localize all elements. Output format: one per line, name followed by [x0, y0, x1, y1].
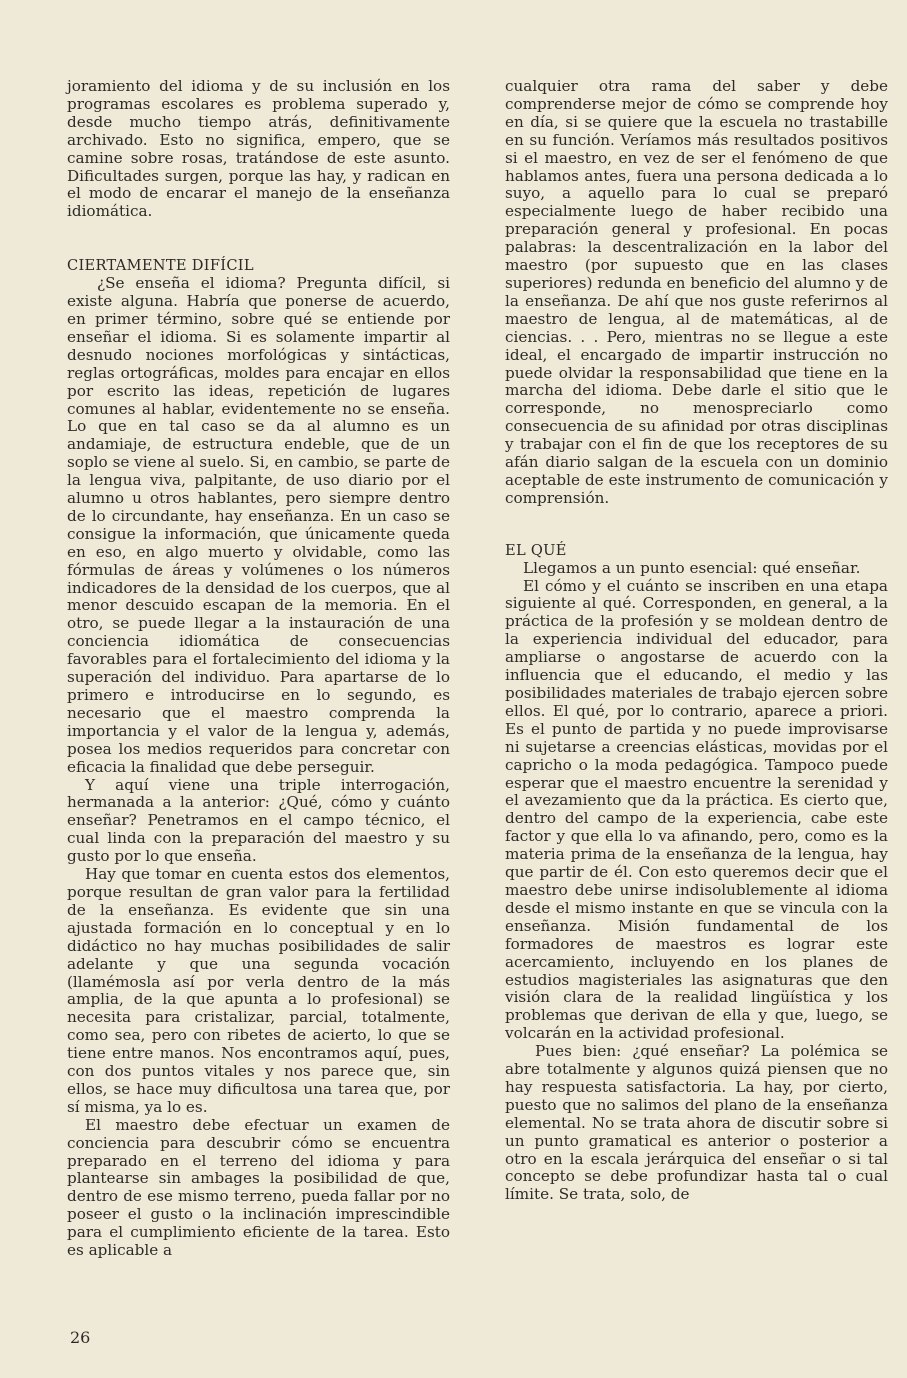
paragraph: ¿Se enseña el idioma? Pregunta difícil, si existe alguna. Habría que ponerse de acuerdo, en primer término, sobre qué se entiende por enseñar el idioma. Si es solamente impartir al desnudo nociones morfológicas y sintácticas, reglas ortográficas, moldes para encajar en ellos por escrito las ideas, repetición de lugares comunes al hablar, evidentemente no se enseña. Lo que en tal caso se da al alumno es un andamiaje, de estructura endeble, que de un soplo se viene al suelo. Si, en cambio, se parte de la lengua viva, palpitante, de uso diario por el alumno u otros hablantes, pero siempre dentro de lo circundante, hay enseñanza. En un caso se consigue la información, que únicamente queda en eso, en algo muerto y olvidable, como las fórmulas de áreas y volúmenes o los números indicadores de la densidad de los cuerpos, que al menor descuido escapan de la memoria. En el otro, se puede llegar a la instauración de una conciencia idiomática de consecuencias favorables para el fortalecimiento del idioma y la superación del individuo. Para apartarse de lo primero e introducirse en lo segundo, es necesario que el maestro comprenda la importancia y el valor de la lengua y, además, posea los medios requeridos para concretar con eficacia la finalidad que debe perseguir.	[67, 274, 450, 776]
paragraph: Y aquí viene una triple interrogación, hermanada a la anterior: ¿Qué, cómo y cuánto enseñar? Penetramos en el campo técnico, el cual linda con la preparación del maestro y su gusto por lo que enseña.	[67, 775, 450, 866]
section-heading-ciertamente-dificil: CIERTAMENTE DIFÍCIL	[67, 257, 254, 275]
paragraph: Llegamos a un punto esencial: qué enseñar.	[523, 558, 861, 577]
left-column	[67, 78, 450, 1260]
right-column	[505, 78, 888, 1204]
spacer	[505, 508, 888, 542]
paragraph: cualquier otra rama del saber y debe comprenderse mejor de cómo se comprende hoy en día, si se quiere que la escuela no trastabille en su función. Veríamos más resultados positivos si el maestro, en vez de ser el fenómeno de que hablamos antes, fuera una persona dedicada a lo suyo, a aquello para lo cual se preparó especialmente luego de haber recibido una preparación general y profesional. En pocas palabras: la descentralización en la labor del maestro (por supuesto que en las clases superiores) redunda en beneficio del alumno y de la enseñanza. De ahí que nos guste referirnos al maestro de lengua, al de matemáticas, al de ciencias. . . Pero, mientras no se llegue a este ideal, el encargado de impartir instrucción no puede olvidar la responsabilidad que tiene en la marcha del idioma. Debe darle el sitio que le corresponde, no menospreciarlo como consecuencia de su afinidad por otras disciplinas y trabajar con el fin de que los receptores de su afán diario salgan de la escuela con un dominio aceptable de este instrumento de comunicación y comprensión.	[505, 77, 888, 507]
intro-paragraph: joramiento del idioma y de su inclusión en los programas escolares es problema superado y, desde mucho tiempo atrás, definitivamente archivado. Esto no significa, empero, que se camine sobre rosas, tratándose de este asunto. Dificultades surgen, porque las hay, y radican en el modo de encarar el manejo de la enseñanza idiomática.	[67, 77, 450, 221]
paragraph: El maestro debe efectuar un examen de conciencia para descubrir cómo se encuentra preparado en el terreno del idioma y para plantearse sin ambages la posibilidad de que, dentro de ese mismo terreno, pueda fallar por no poseer el gusto o la inclinación imprescindible para el cumplimiento eficiente de la tarea. Esto es aplicable a	[67, 1115, 450, 1260]
paragraph: El cómo y el cuánto se inscriben en una etapa siguiente al qué. Corresponden, en general, a la práctica de la profesión y se moldean dentro de la experiencia individual del educador, para ampliarse o angostarse de acuerdo con la influencia que el educando, el medio y las posibilidades materiales de trabajo ejercen sobre ellos. El qué, por lo contrario, aparece a priori. Es el punto de partida y no puede improvisarse ni sujetarse a creencias elásticas, movidas por el capricho o la moda pedagógica. Tampoco puede esperar que el maestro encuentre la serenidad y el avezamiento que da la práctica. Es cierto que, dentro del campo de la experiencia, cabe este factor y que ella lo va afinando, pero, como es la materia prima de la enseñanza de la lengua, hay que partir de él. Con esto queremos decir que el maestro debe unirse indisolublemente al idioma desde el mismo instante en que se vincula con la enseñanza. Misión fundamental de los formadores de maestros es lograr este acercamiento, incluyendo en los planes de estudios magisteriales las asignaturas que den visión clara de la realidad lingüística y los problemas que derivan de ella y que, luego, se volcarán en la actividad profesional.	[505, 576, 888, 1043]
section-heading-el-que: EL QUÉ	[505, 541, 567, 559]
spacer	[67, 221, 450, 257]
paragraph: Pues bien: ¿qué enseñar? La polémica se abre totalmente y algunos quizá piensen que no hay respuesta satisfactoria. La hay, por cierto, puesto que no salimos del plano de la enseñanza elemental. No se trata ahora de discutir sobre si un punto gramatical es anterior o posterior a otro en la escala jerárquica del enseñar o si tal concepto se debe profundizar hasta tal o cual límite. Se trata, solo, de	[505, 1042, 888, 1204]
paragraph: Hay que tomar en cuenta estos dos elementos, porque resultan de gran valor para la fertilidad de la enseñanza. Es evidente que sin una ajustada formación en lo conceptual y en lo didáctico no hay muchas posibilidades de salir adelante y que una segunda vocación (llamémosla así por verla dentro de la más amplia, de la que apunta a lo profesional) se necesita para cristalizar, parcial, totalmente, como sea, pero con ribetes de acierto, lo que se tiene entre manos. Nos encontramos aquí, pues, con dos puntos vitales y nos parece que, sin ellos, se hace muy dificultosa una tarea que, por sí misma, ya lo es.	[67, 865, 450, 1116]
page-number: 26	[70, 1328, 91, 1347]
